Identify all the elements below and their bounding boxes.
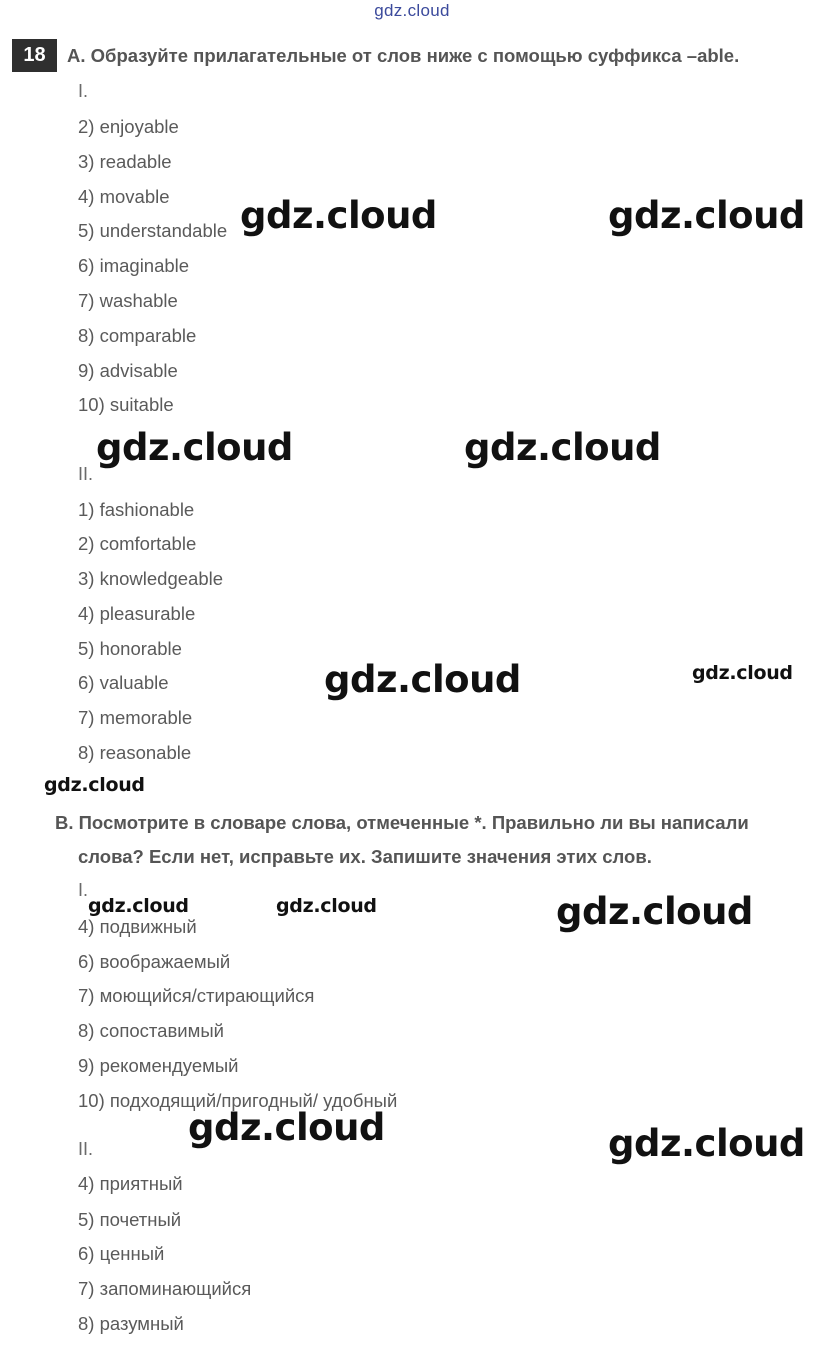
list-item: 7) memorable	[78, 707, 193, 728]
list-item: 5) honorable	[78, 638, 182, 659]
list-item: 4) pleasurable	[78, 603, 196, 624]
watermark: gdz.cloud	[608, 194, 805, 237]
list-item: 8) разумный	[78, 1313, 184, 1334]
list-item: 1) fashionable	[78, 499, 195, 520]
part-a-heading: A. Образуйте прилагательные от слов ниже с помощью суффикса –able.	[67, 45, 740, 66]
list-item: 9) рекомендуемый	[78, 1055, 239, 1076]
list-item: 6) воображаемый	[78, 951, 231, 972]
list-item: 10) suitable	[78, 394, 174, 415]
list-item: 7) запоминающийся	[78, 1278, 252, 1299]
list-item: 7) washable	[78, 290, 178, 311]
list-item: 4) приятный	[78, 1173, 183, 1194]
list-item: 8) comparable	[78, 325, 197, 346]
watermark: gdz.cloud	[556, 890, 753, 933]
watermark: gdz.cloud	[88, 895, 189, 917]
list-item: 3) knowledgeable	[78, 568, 224, 589]
list-item: 5) understandable	[78, 220, 228, 241]
list-item: 6) imaginable	[78, 255, 190, 276]
list-item: 7) моющийся/стирающийся	[78, 985, 315, 1006]
list-item: 8) reasonable	[78, 742, 192, 763]
list-item: 4) movable	[78, 186, 170, 207]
list-item: 9) advisable	[78, 360, 178, 381]
task-number-badge: 18	[12, 39, 57, 72]
part-b-heading-line-1: B. Посмотрите в словаре слова, отмеченные *. Правильно ли вы написали	[55, 812, 749, 833]
watermark: gdz.cloud	[188, 1106, 385, 1149]
watermark: gdz.cloud	[276, 895, 377, 917]
part-b-section-i-label: I.	[78, 880, 89, 900]
list-item: 8) сопоставимый	[78, 1020, 224, 1041]
list-item: 4) подвижный	[78, 916, 197, 937]
list-item: 6) valuable	[78, 672, 169, 693]
list-item: 10) подходящий/пригодный/ удобный	[78, 1090, 398, 1111]
watermark: gdz.cloud	[692, 662, 793, 684]
watermark: gdz.cloud	[44, 774, 145, 796]
watermark: gdz.cloud	[608, 1122, 805, 1165]
list-item: 2) enjoyable	[78, 116, 179, 137]
site-logo-header[interactable]: gdz.cloud	[374, 1, 450, 20]
list-item: 3) readable	[78, 151, 172, 172]
list-item: 5) почетный	[78, 1209, 182, 1230]
list-item: 2) comfortable	[78, 533, 197, 554]
part-a-section-ii-label: II.	[78, 464, 94, 484]
watermark: gdz.cloud	[464, 426, 661, 469]
part-a-section-i-label: I.	[78, 81, 89, 101]
part-b-section-ii-label: II.	[78, 1139, 94, 1159]
watermark: gdz.cloud	[96, 426, 293, 469]
list-item: 6) ценный	[78, 1243, 165, 1264]
watermark: gdz.cloud	[240, 194, 437, 237]
part-b-heading-line-2: слова? Если нет, исправьте их. Запишите значения этих слов.	[78, 846, 652, 867]
watermark: gdz.cloud	[324, 658, 521, 701]
